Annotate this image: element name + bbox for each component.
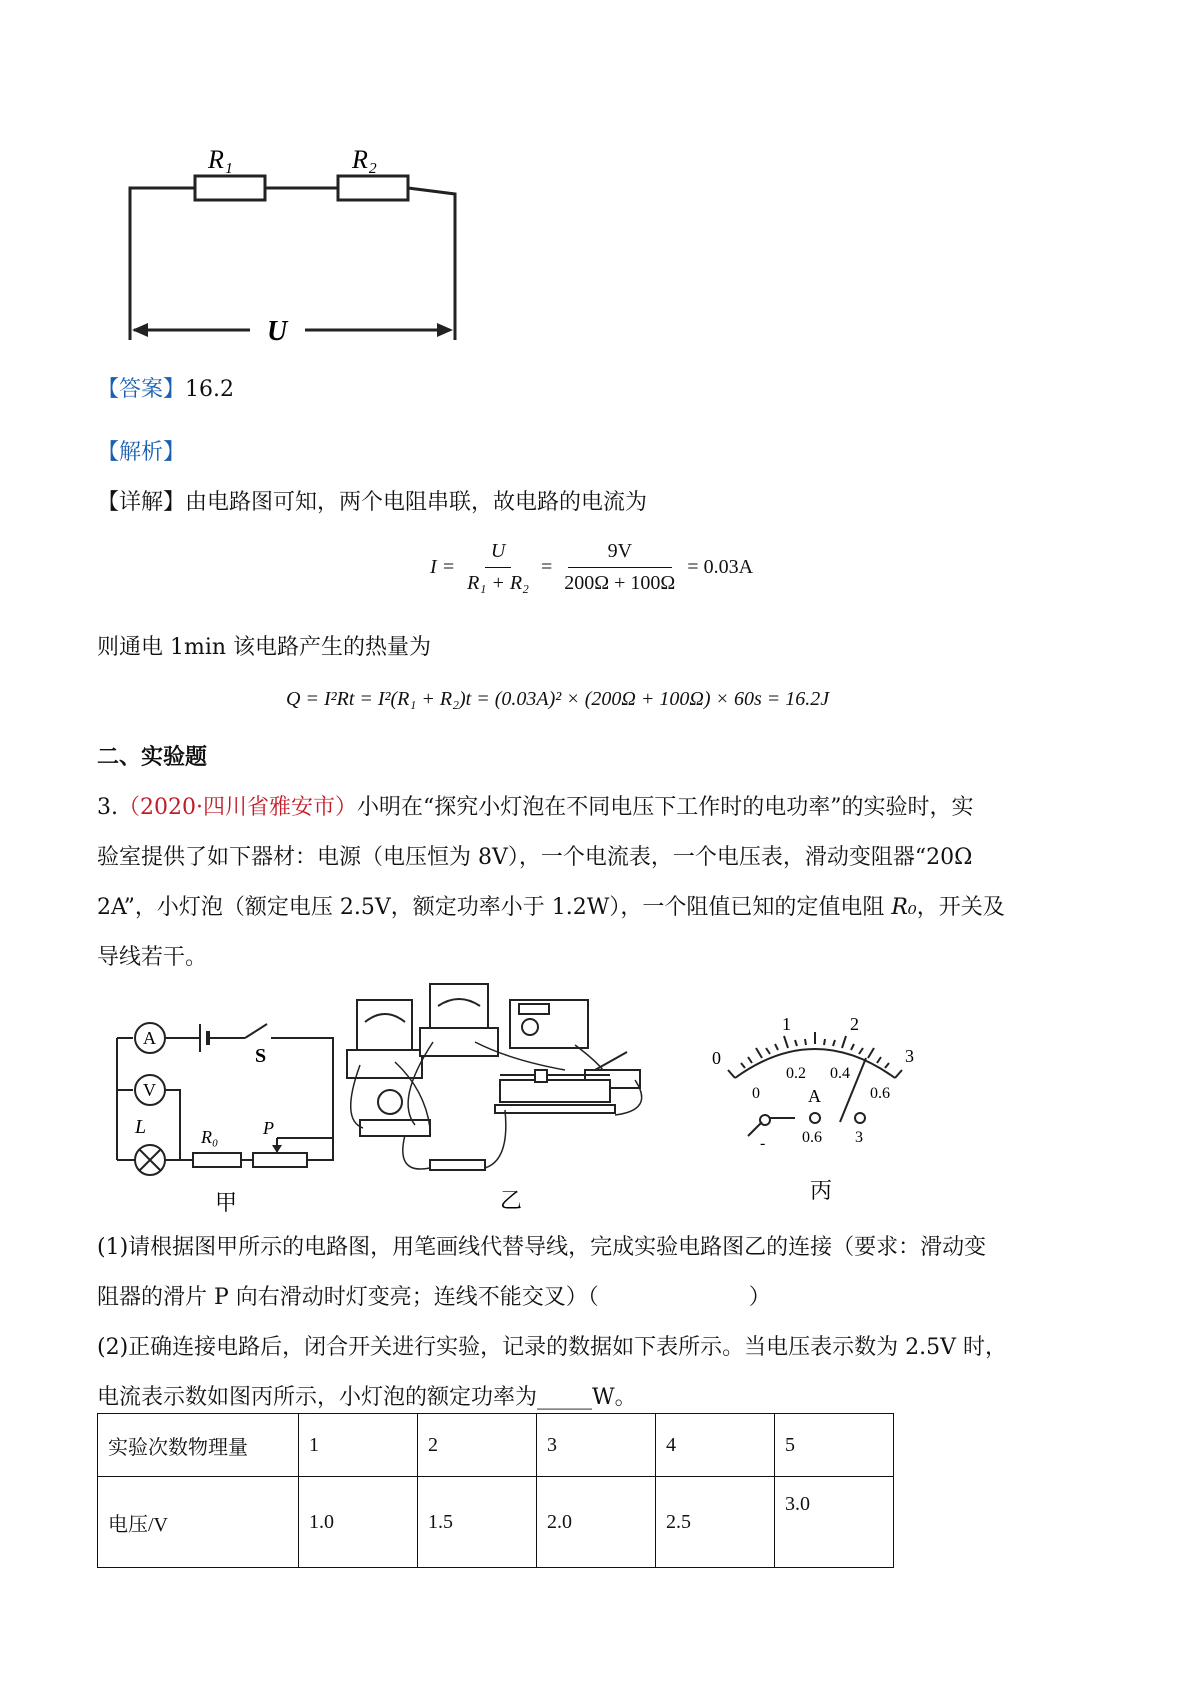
question-line-4: 导线若干。 (97, 945, 208, 970)
question-line-3 (97, 890, 1005, 925)
minus-terminal-wire (748, 1122, 762, 1136)
terminal-label-minus: - (760, 1135, 766, 1152)
ammeter-symbol: A (143, 1028, 156, 1048)
analysis-tag: 【解析】 (97, 440, 186, 465)
formula1-den2: 200Ω + 100Ω (564, 572, 676, 594)
formula1-frac1 (461, 540, 535, 595)
question-text-1: 小明在“探究小灯泡在不同电压下工作时的电功率”的实验时，实 (356, 795, 974, 820)
table-cell: 电压/V (98, 1477, 299, 1568)
inner-tick-04: 0.4 (830, 1065, 850, 1082)
table-cell: 1 (299, 1414, 418, 1477)
figure-bing-ammeter-dial (700, 1010, 960, 1220)
formula1-lhs: I = (430, 556, 456, 578)
r2-label: R₂ (352, 145, 377, 174)
voltmeter-symbol: V (143, 1080, 156, 1100)
terminal-label-3: 3 (855, 1129, 863, 1146)
caption-bing: 丙 (810, 1178, 833, 1203)
table-cell: 实验次数物理量 (98, 1414, 299, 1477)
answer-tag: 【答案】 (97, 377, 186, 402)
table-cell: 5 (775, 1414, 894, 1477)
data-table (97, 1413, 894, 1568)
table-cell: 3 (537, 1414, 656, 1477)
inner-tick-02: 0.2 (786, 1065, 806, 1082)
table-cell: 1.5 (418, 1477, 537, 1568)
lamp-base (360, 1120, 430, 1136)
sub1-close: ） (748, 1285, 771, 1310)
r0-symbol: R₀ (891, 895, 917, 920)
terminal-3 (855, 1113, 865, 1123)
formula1-num1: U (485, 540, 511, 568)
r1-label: R₁ (208, 145, 233, 174)
table-cell: 2.5 (656, 1477, 775, 1568)
r0-label: R₀ (201, 1127, 219, 1147)
inner-tick-06: 0.6 (870, 1085, 890, 1102)
sub2-line-2: 电流表示数如图丙所示，小灯泡的额定功率为_____W。 (97, 1385, 637, 1410)
outer-tick-0: 0 (712, 1048, 721, 1068)
answer-line (97, 372, 234, 407)
current-formula (430, 540, 753, 595)
slider-label: P (263, 1118, 274, 1138)
formula1-frac2 (558, 540, 681, 595)
meter-1-base (347, 1050, 422, 1078)
fixed-resistor (430, 1160, 485, 1170)
caption-yi: 乙 (500, 1188, 523, 1213)
terminal-label-06: 0.6 (802, 1129, 822, 1146)
outer-tick-2: 2 (850, 1014, 859, 1034)
heat-intro: 则通电 1min 该电路产生的热量为 (97, 635, 432, 660)
minus-terminal (760, 1115, 770, 1125)
lamp-bulb (378, 1090, 402, 1114)
table-row (98, 1414, 894, 1477)
meter-2-base (420, 1028, 498, 1056)
lamp-label: L (135, 1116, 147, 1138)
question-text-3b: ，开关及 (916, 895, 1005, 920)
table-cell: 1.0 (299, 1477, 418, 1568)
formula1-den1: R₁ + R₂ (467, 572, 529, 594)
detail-line (97, 485, 647, 520)
table-row (98, 1477, 894, 1568)
u-label: U (267, 316, 288, 347)
outer-tick-1: 1 (782, 1014, 791, 1034)
question-line-1 (97, 790, 973, 825)
rheostat-coil (500, 1080, 610, 1102)
caption-jia: 甲 (215, 1190, 238, 1215)
resistor-r2 (338, 176, 408, 200)
table-cell: 2 (418, 1414, 537, 1477)
formula1-eq: = (541, 556, 553, 578)
detail-text: 由电路图可知，两个电阻串联，故电路的电流为 (185, 490, 648, 515)
table-cell: 2.0 (537, 1477, 656, 1568)
switch-label: S (255, 1045, 267, 1067)
formula1-result: = 0.03A (687, 556, 754, 578)
formula1-num2: 9V (568, 540, 672, 568)
sub1-text-2: 阻器的滑片 P 向右滑动时灯变亮；连线不能交叉）（ (97, 1285, 599, 1310)
question-number: 3. (97, 795, 118, 820)
answer-value: 16.2 (185, 377, 234, 402)
heat-formula: Q = I²Rt = I²(R₁ + R₂)t = (0.03A)² × (200Ω + 100Ω) × 60s = 16.2J (286, 688, 830, 710)
table-cell: 3.0 (775, 1477, 894, 1568)
resistor-r1 (195, 176, 265, 200)
figure-jia-schematic (105, 1010, 345, 1220)
outer-tick-3: 3 (905, 1046, 914, 1066)
dial-unit: A (808, 1086, 821, 1106)
detail-tag: 【详解】 (97, 490, 186, 515)
table-cell: 4 (656, 1414, 775, 1477)
section-title: 二、实验题 (97, 744, 208, 770)
sub1-line-1: (1)请根据图甲所示的电路图，用笔画线代替导线，完成实验电路图乙的连接（要求：滑动变 (97, 1235, 987, 1260)
series-circuit-diagram (120, 140, 470, 360)
question-text-3a: 2A”，小灯泡（额定电压 2.5V，额定功率小于 1.2W），一个阻值已知的定值电阻 (97, 895, 892, 920)
question-line-2: 验室提供了如下器材：电源（电压恒为 8V），一个电流表，一个电压表，滑动变阻器“20Ω (97, 845, 973, 870)
inner-tick-0: 0 (752, 1085, 760, 1102)
sub2-line-1: (2)正确连接电路后，闭合开关进行实验，记录的数据如下表所示。当电压表示数为 2.5V 时， (97, 1335, 1008, 1360)
question-source: （2020·四川省雅安市） (118, 795, 357, 820)
meter-1 (357, 1000, 412, 1050)
figure-yi-apparatus (335, 970, 695, 1220)
terminal-06 (810, 1113, 820, 1123)
sub1-line-2 (97, 1280, 771, 1315)
